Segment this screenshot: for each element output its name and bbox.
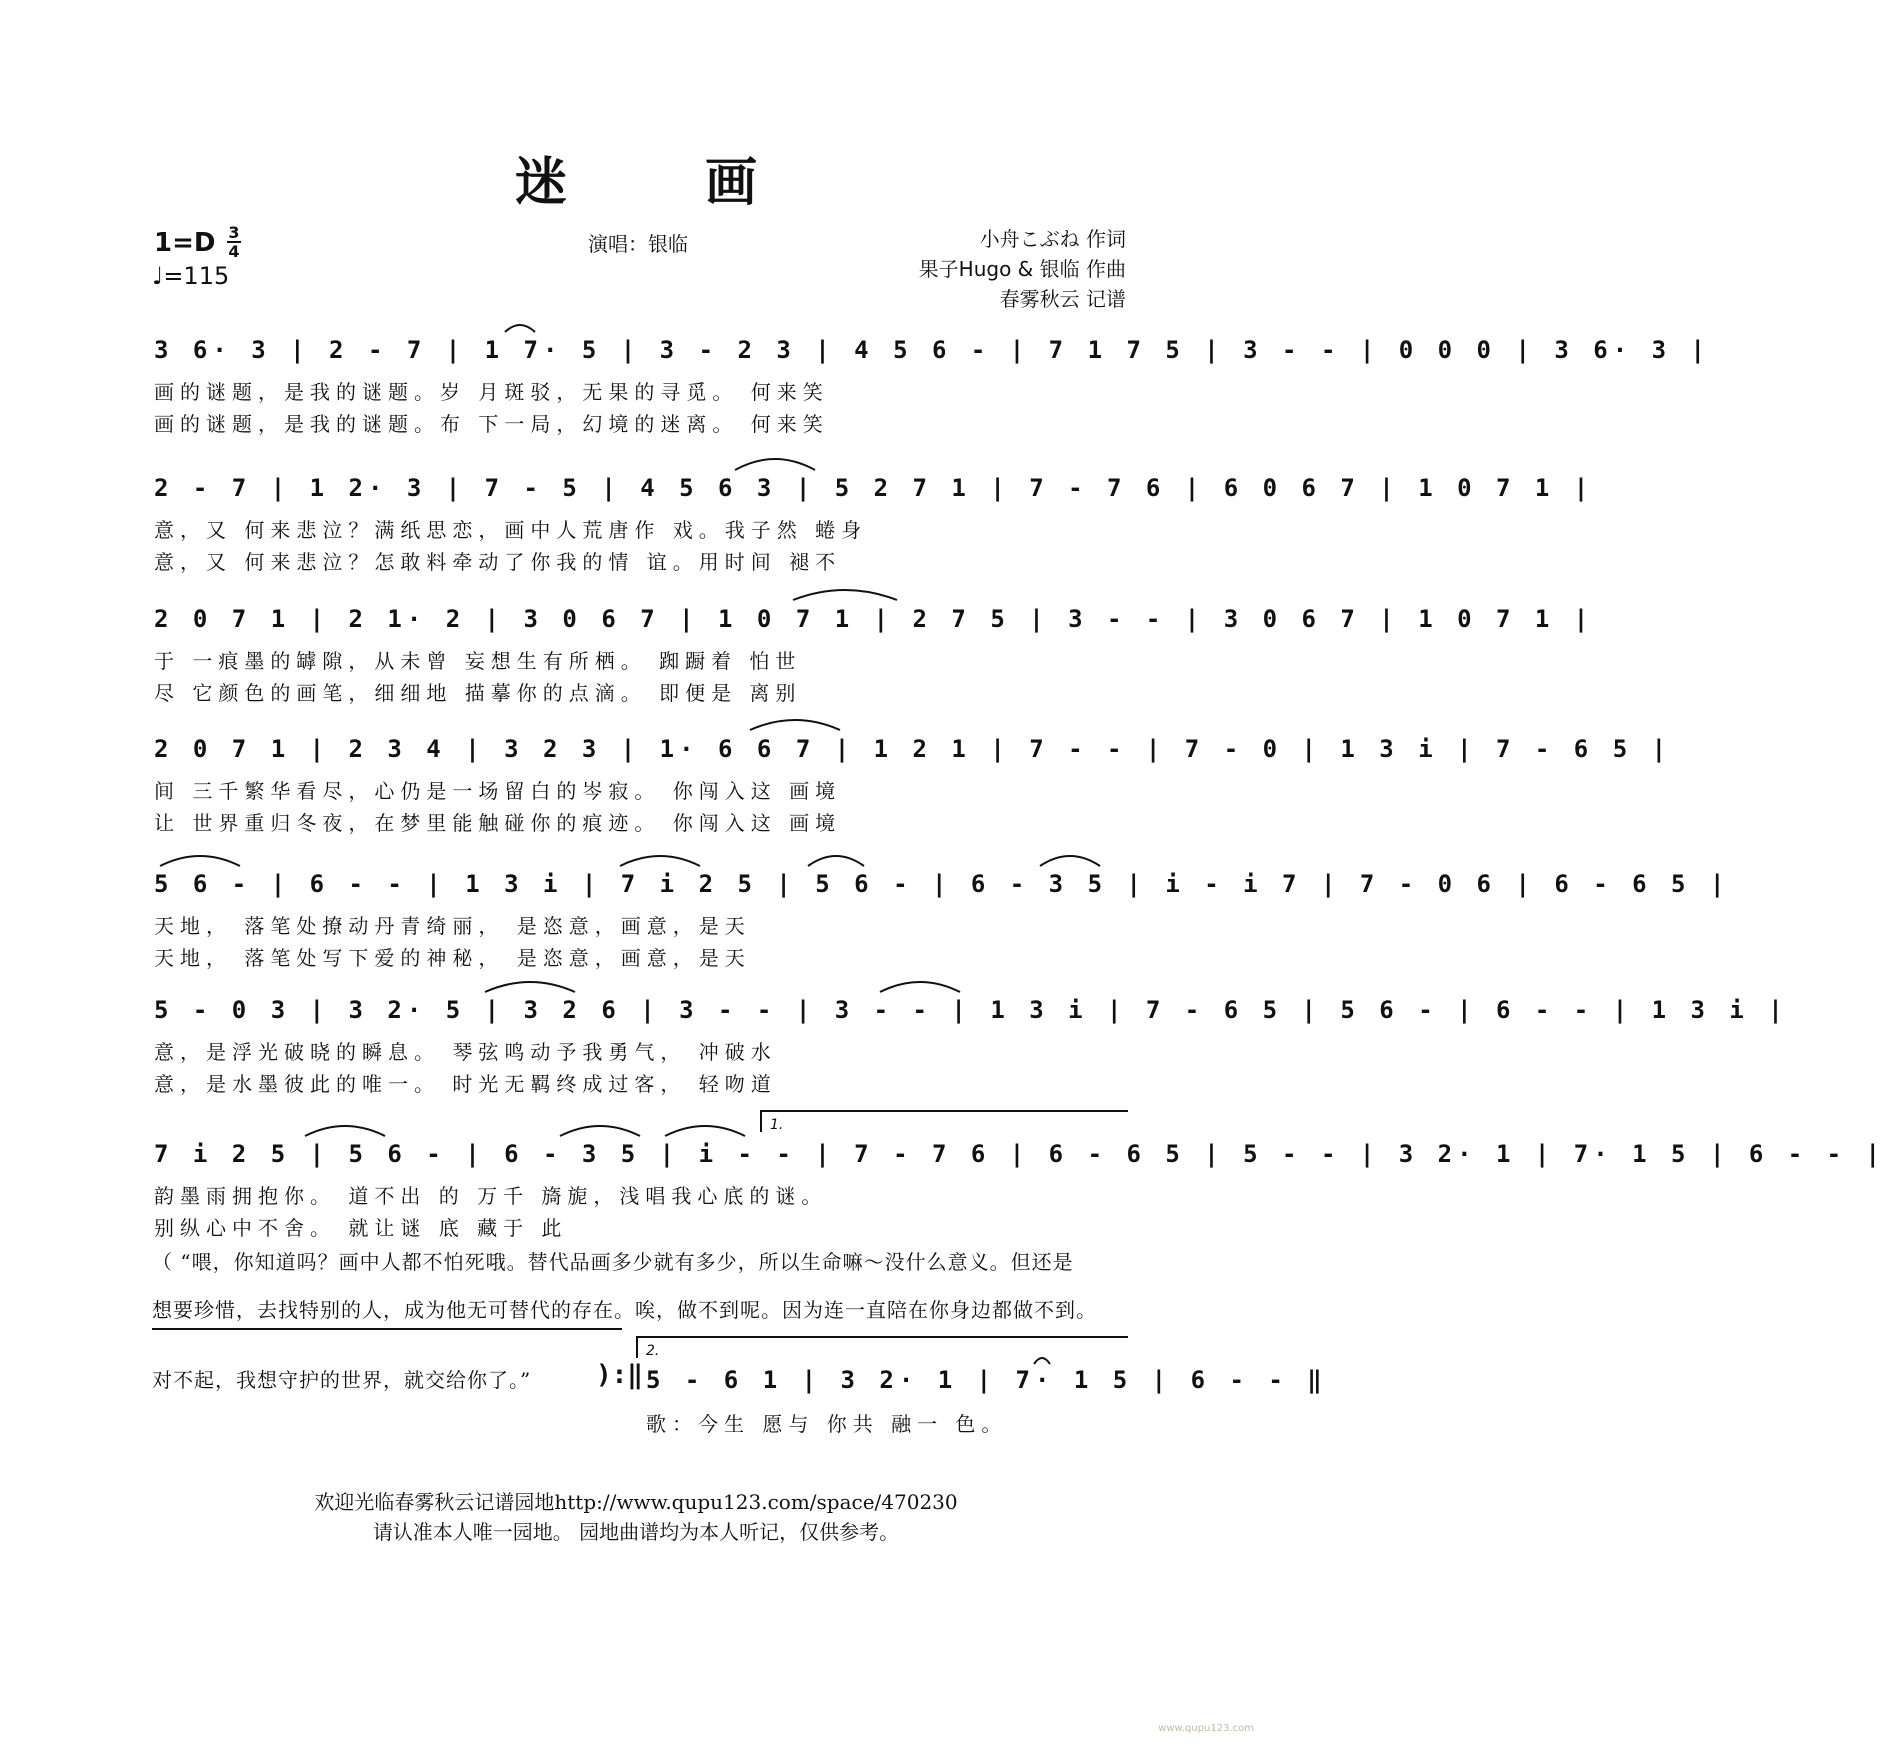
time-signature-bottom: 4 bbox=[228, 242, 240, 261]
system-1-notes: 3 6· 3 | 2 - 7 | 1 7· 5 | 3 - 2 3 | 4 5 6 - | 7 1 7 5 | 3 - - | 0 0 0 | 3 6· 3 | bbox=[154, 336, 1710, 364]
system-1-lyric-2: 画的谜题，是我的谜题。布 下一局，幻境的迷离。 何来笑 bbox=[154, 412, 829, 436]
narration-line-3: 对不起，我想守护的世界，就交给你了。” bbox=[152, 1368, 532, 1392]
system-6-lyric-2: 意，是水墨彼此的唯一。 时光无羁终成过客， 轻吻道 bbox=[154, 1072, 777, 1096]
key-signature: 1=D bbox=[154, 228, 216, 258]
system-6-notes: 5 - 0 3 | 3 2· 5 | 3 2 6 | 3 - - | 3 - - | 1 3 i | 7 - 6 5 | 5 6 - | 6 - - | 1 3 i | bbox=[154, 996, 1788, 1024]
slur-mark bbox=[160, 856, 240, 866]
footer-line-2: 请认准本人唯一园地。 园地曲谱均为本人听记，仅供参考。 bbox=[372, 1520, 900, 1544]
system-6-lyric-1: 意，是浮光破晓的瞬息。 琴弦鸣动予我勇气， 冲破水 bbox=[154, 1040, 777, 1064]
slur-mark bbox=[880, 982, 960, 992]
slur-mark bbox=[620, 856, 700, 866]
slur-mark bbox=[808, 856, 864, 866]
system-2-notes: 2 - 7 | 1 2· 3 | 7 - 5 | 4 5 6 3 | 5 2 7 1 | 7 - 7 6 | 6 0 6 7 | 1 0 7 1 | bbox=[154, 474, 1594, 502]
system-3-notes: 2 0 7 1 | 2 1· 2 | 3 0 6 7 | 1 0 7 1 | 2 7 5 | 3 - - | 3 0 6 7 | 1 0 7 1 | bbox=[154, 605, 1594, 633]
slur-mark bbox=[485, 982, 575, 992]
corner-watermark: www.qupu123.com bbox=[1158, 1723, 1254, 1734]
system-5-lyric-1: 天地， 落笔处撩动丹青绮丽， 是恣意，画意，是天 bbox=[154, 914, 751, 938]
system-3-lyric-1: 于 一痕墨的罅隙，从未曾 妄想生有所栖。 踟蹰着 怕世 bbox=[154, 649, 802, 673]
narration-line-2: 想要珍惜，去找特别的人，成为他无可替代的存在。唉，做不到呢。因为连一直陪在你身边都做不到。 bbox=[152, 1298, 1097, 1322]
system-5-lyric-2: 天地， 落笔处写下爱的神秘， 是恣意，画意，是天 bbox=[154, 946, 751, 970]
composer-credit: 果子Hugo & 银临 作曲 bbox=[918, 257, 1126, 281]
system-4-notes: 2 0 7 1 | 2 3 4 | 3 2 3 | 1· 6 6 7 | 1 2 1 | 7 - - | 7 - 0 | 1 3 i | 7 - 6 5 | bbox=[154, 735, 1672, 763]
system-7-notes: 7 i 2 5 | 5 6 - | 6 - 3 5 | i - - | 7 - 7 6 | 6 - 6 5 | 5 - - | 3 2· 1 | 7· 1 5 | 6 - - | bbox=[154, 1140, 1885, 1168]
slur-mark bbox=[1040, 856, 1100, 866]
system-4-lyric-2: 让 世界重归冬夜，在梦里能触碰你的痕迹。 你闯入这 画境 bbox=[154, 811, 842, 835]
system-2-lyric-1: 意，又 何来悲泣？满纸思恋，画中人荒唐作 戏。我子然 蜷身 bbox=[154, 518, 868, 542]
system-7-lyric-2: 别纵心中不舍。 就让谜 底 藏于 此 bbox=[154, 1216, 568, 1240]
system-1-lyric-1: 画的谜题，是我的谜题。岁 月斑驳，无果的寻觅。 何来笑 bbox=[154, 380, 829, 404]
system-4-lyric-1: 间 三千繁华看尽，心仍是一场留白的岑寂。 你闯入这 画境 bbox=[154, 779, 842, 803]
time-signature-top: 3 bbox=[228, 223, 240, 242]
narration-line-1: （ “喂，你知道吗？画中人都不怕死哦。替代品画多少就有多少，所以生命嘛～没什么意义。但还是 bbox=[152, 1250, 1074, 1274]
footer-line-1: 欢迎光临春雾秋云记谱园地http://www.qupu123.com/space/470230 bbox=[314, 1490, 958, 1514]
page-title: 迷 画 bbox=[514, 152, 818, 213]
slur-mark bbox=[560, 1126, 640, 1136]
system-3-lyric-2: 尽 它颜色的画笔，细细地 描摹你的点滴。 即便是 离别 bbox=[154, 681, 802, 705]
system-2-lyric-2: 意，又 何来悲泣？怎敢料牵动了你我的情 谊。用时间 褪不 bbox=[154, 550, 842, 574]
transcriber-credit: 春雾秋云 记谱 bbox=[999, 287, 1126, 311]
fermata-mark bbox=[1034, 1358, 1050, 1364]
volta-2-label: 2. bbox=[646, 1343, 660, 1359]
slur-mark bbox=[750, 720, 840, 730]
tempo-marking: ♩=115 bbox=[152, 262, 230, 290]
slur-mark bbox=[665, 1126, 745, 1136]
ending-2-lyric: 歌：今生 愿与 你共 融一 色。 bbox=[646, 1412, 1008, 1436]
repeat-end-sign: ):‖ bbox=[596, 1360, 643, 1390]
slur-mark bbox=[305, 1126, 385, 1136]
slur-mark bbox=[793, 590, 897, 600]
volta-1-label: 1. bbox=[770, 1117, 784, 1133]
singer-credit: 演唱：银临 bbox=[588, 232, 688, 256]
system-7-lyric-1: 韵墨雨拥抱你。 道不出 的 万千 旖旎，浅唱我心底的谜。 bbox=[154, 1184, 828, 1208]
ending-2-notes: 5 - 6 1 | 3 2· 1 | 7· 1 5 | 6 - - ‖ bbox=[646, 1366, 1327, 1394]
lyricist-credit: 小舟こぶね 作词 bbox=[979, 227, 1126, 251]
slur-mark bbox=[505, 325, 535, 332]
slur-mark bbox=[735, 459, 815, 470]
system-5-notes: 5 6 - | 6 - - | 1 3 i | 7 i 2 5 | 5 6 - | 6 - 3 5 | i - i 7 | 7 - 0 6 | 6 - 6 5 | bbox=[154, 870, 1730, 898]
